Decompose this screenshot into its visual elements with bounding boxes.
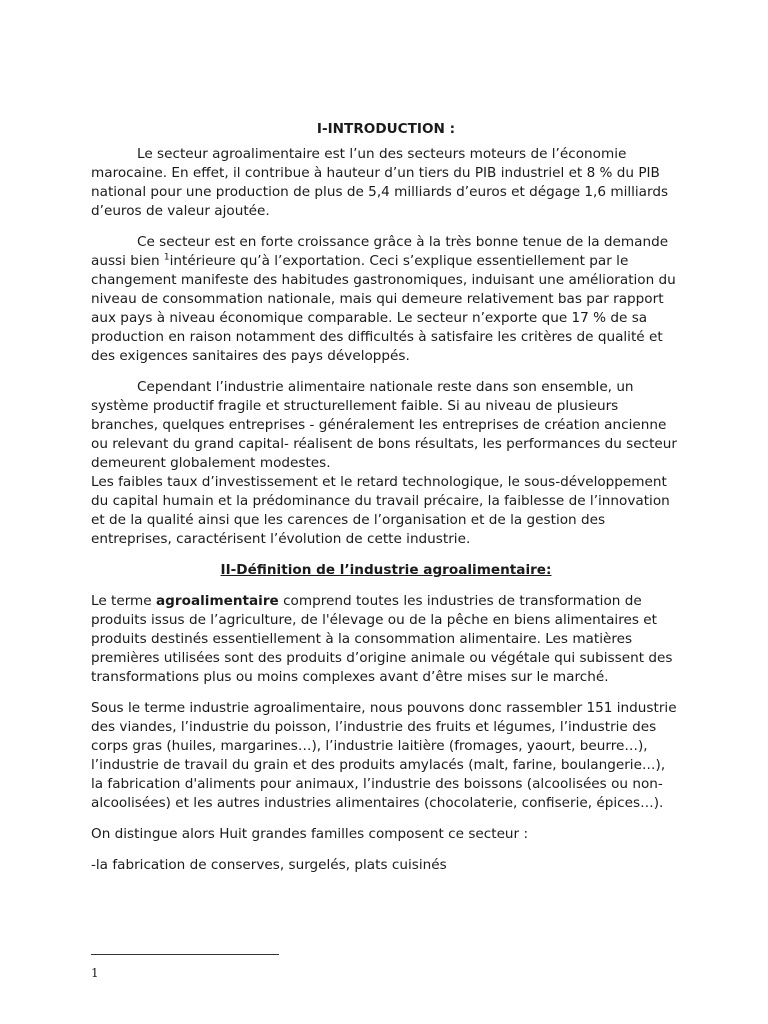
intro-paragraph-1: Le secteur agroalimentaire est l’un des secteurs moteurs de l’économie marocaine. En effet, il contribue à hauteur d’un tiers du PIB industriel et 8 % du PIB national pour une production de plus de 5,4 milliards d’euros et dégage 1,6 milliards d’euros de valeur ajoutée.: [91, 146, 669, 219]
footnote-reference[interactable]: 1: [163, 252, 170, 263]
footnote-number: 1: [91, 966, 99, 980]
intro-paragraph-3: Cependant l’industrie alimentaire nationale reste dans son ensemble, un système productif fragile et structurellement faible. Si au niveau de plusieurs branches, quelques entreprises - généralement les entreprises de création ancienne ou relevant du grand capital- réalisent de bons résultats, les performances du secteur demeurent globalement modestes.: [91, 379, 677, 471]
intro-paragraph-2: [91, 233, 681, 366]
section-title-definition: II-Définition de l’industrie agroalimentaire:: [220, 562, 552, 578]
section-title-introduction: I-INTRODUCTION :: [316, 121, 456, 137]
definition-list-item-1: -la fabrication de conserves, surgelés, plats cuisinés: [91, 857, 447, 873]
intro-paragraph-2-end: intérieure qu’à l’exportation. Ceci s’explique essentiellement par le changement manifeste des habitudes gastronomiques, induisant une amélioration du niveau de consommation nationale, mais qui demeure relativement bas par rapport aux pays à niveau économique comparable. Le secteur n’exporte que 17 % de sa production en raison notamment des difficultés à satisfaire les critères de qualité et des exigences sanitaires des pays développés.: [91, 253, 676, 364]
document-page: [91, 120, 681, 887]
footnote-separator: [91, 954, 279, 955]
definition-paragraph-2: Sous le terme industrie agroalimentaire, nous pouvons donc rassembler 151 industrie des viandes, l’industrie du poisson, l’industrie des fruits et légumes, l’industrie des corps gras (huiles, margarines…), l’industrie laitière (fromages, yaourt, beurre…), l’industrie de travail du grain et des produits amylacés (malt, farine, boulangerie…), la fabrication d'aliments pour animaux, l’industrie des boissons (alcoolisées ou non-alcoolisées) et les autres industries alimentaires (chocolaterie, confiserie, épices…).: [91, 700, 677, 811]
intro-paragraph-2-start: Ce secteur est en forte croissance grâce à la très bonne tenue de la demande aussi bien: [91, 234, 669, 269]
definition-paragraph-1-end: comprend toutes les industries de transformation de produits issus de l’agriculture, de l'élevage ou de la pêche en biens alimentaires et produits destinés essentiellement à la consommation alimentaire. Les matières premières utilisées sont des produits d’origine animale ou végétale qui subissent des transformations plus ou moins complexes avant d’être mises sur le marché.: [91, 593, 673, 685]
intro-paragraph-4: Les faibles taux d’investissement et le retard technologique, le sous-développement du capital humain et la prédominance du travail précaire, la faiblesse de l’innovation et de la qualité ainsi que les carences de l’organisation et de la gestion des entreprises, caractérisent l’évolution de cette industrie.: [91, 474, 670, 547]
definition-paragraph-1: [91, 592, 681, 687]
definition-paragraph-1-start: Le terme: [91, 593, 156, 609]
definition-term-bold: agroalimentaire: [156, 593, 279, 609]
definition-paragraph-3: On distingue alors Huit grandes familles composent ce secteur :: [91, 826, 529, 842]
